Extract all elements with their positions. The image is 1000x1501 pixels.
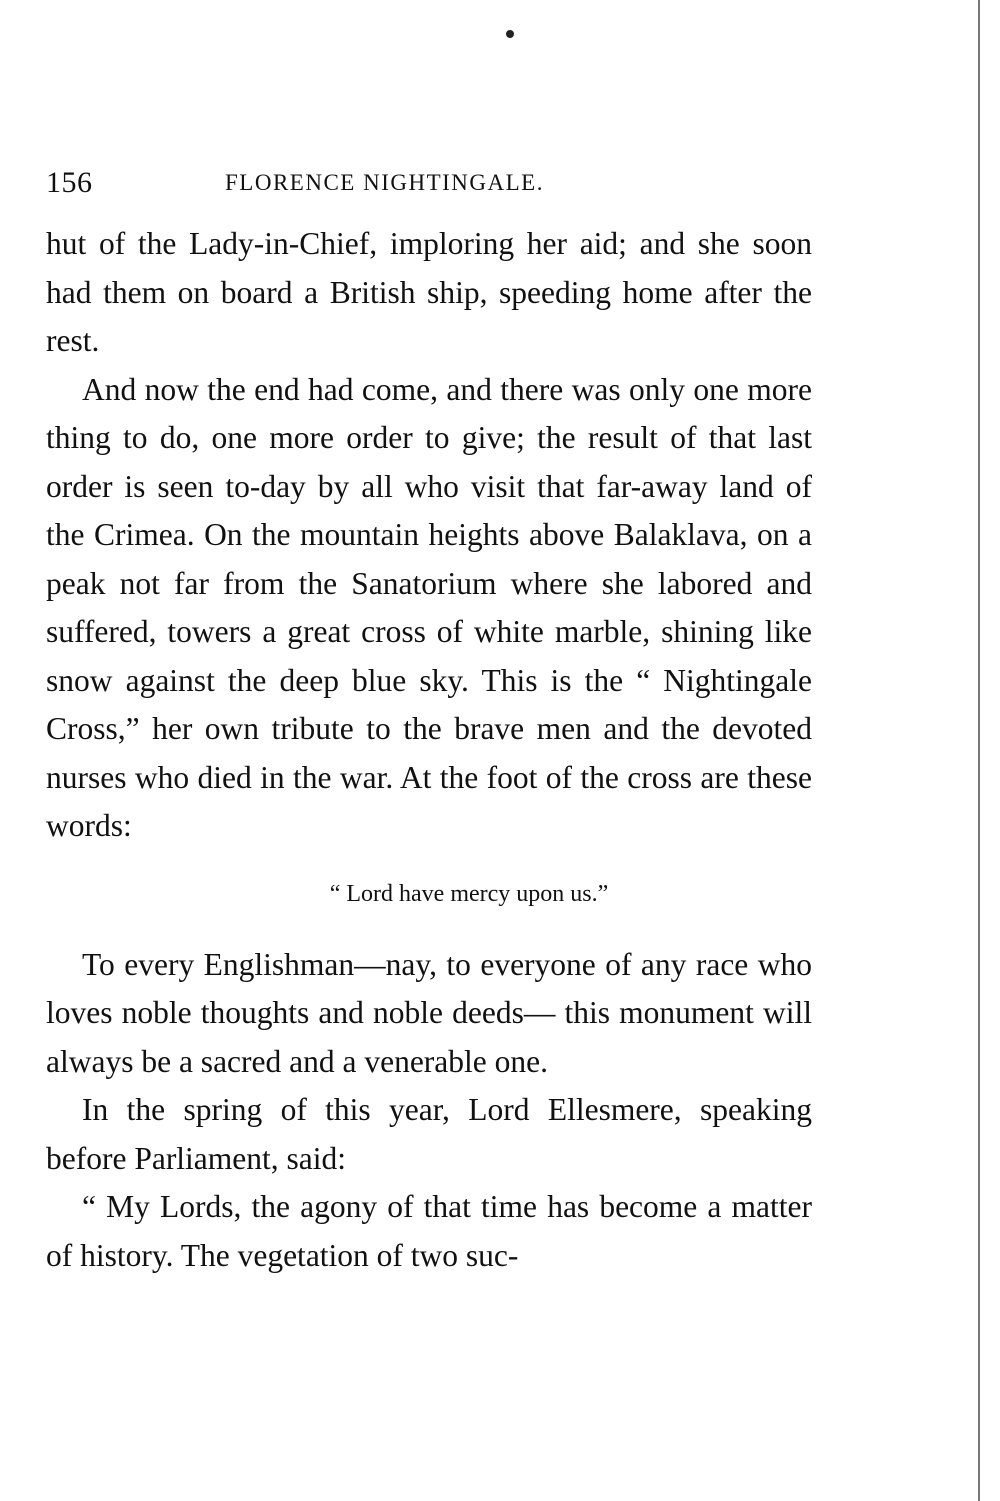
top-ink-dot bbox=[506, 30, 514, 38]
page-body bbox=[46, 220, 812, 1280]
paragraph-nightingale-cross: And now the end had come, and there was only one more thing to do, one more order to give; the result of that last order is seen to-day by all who visit that far-away land of the Crimea. On the mountain heights above Balaklava, on a peak not far from the Sanatorium where she labored and suffered, towers a great cross of white marble, shining like snow against the deep blue sky. This is the “ Nightingale Cross,” her own tribute to the brave men and the devoted nurses who died in the war. At the foot of the cross are these words: bbox=[46, 371, 812, 843]
scan-edge-line bbox=[978, 0, 980, 1501]
running-head: FLORENCE NIGHTINGALE. bbox=[225, 170, 544, 195]
paragraph-speech-quote: “ My Lords, the agony of that time has become a matter of history. The vegetation of two suc- bbox=[46, 1189, 812, 1273]
paragraph-continued: hut of the Lady-in-Chief, imploring her aid; and she soon had them on board a British ship, speeding home after the rest. bbox=[46, 226, 812, 358]
page-number: 156 bbox=[46, 166, 93, 199]
paragraph-monument: To every Englishman—nay, to everyone of any race who loves noble thoughts and noble deeds— this monument will always be a sacred and a venerable one. bbox=[46, 946, 812, 1079]
paragraph-ellesmere: In the spring of this year, Lord Ellesmere, speaking before Parliament, said: bbox=[46, 1092, 812, 1176]
cross-inscription: “ Lord have mercy upon us.” bbox=[329, 880, 609, 907]
page-header bbox=[46, 166, 816, 206]
